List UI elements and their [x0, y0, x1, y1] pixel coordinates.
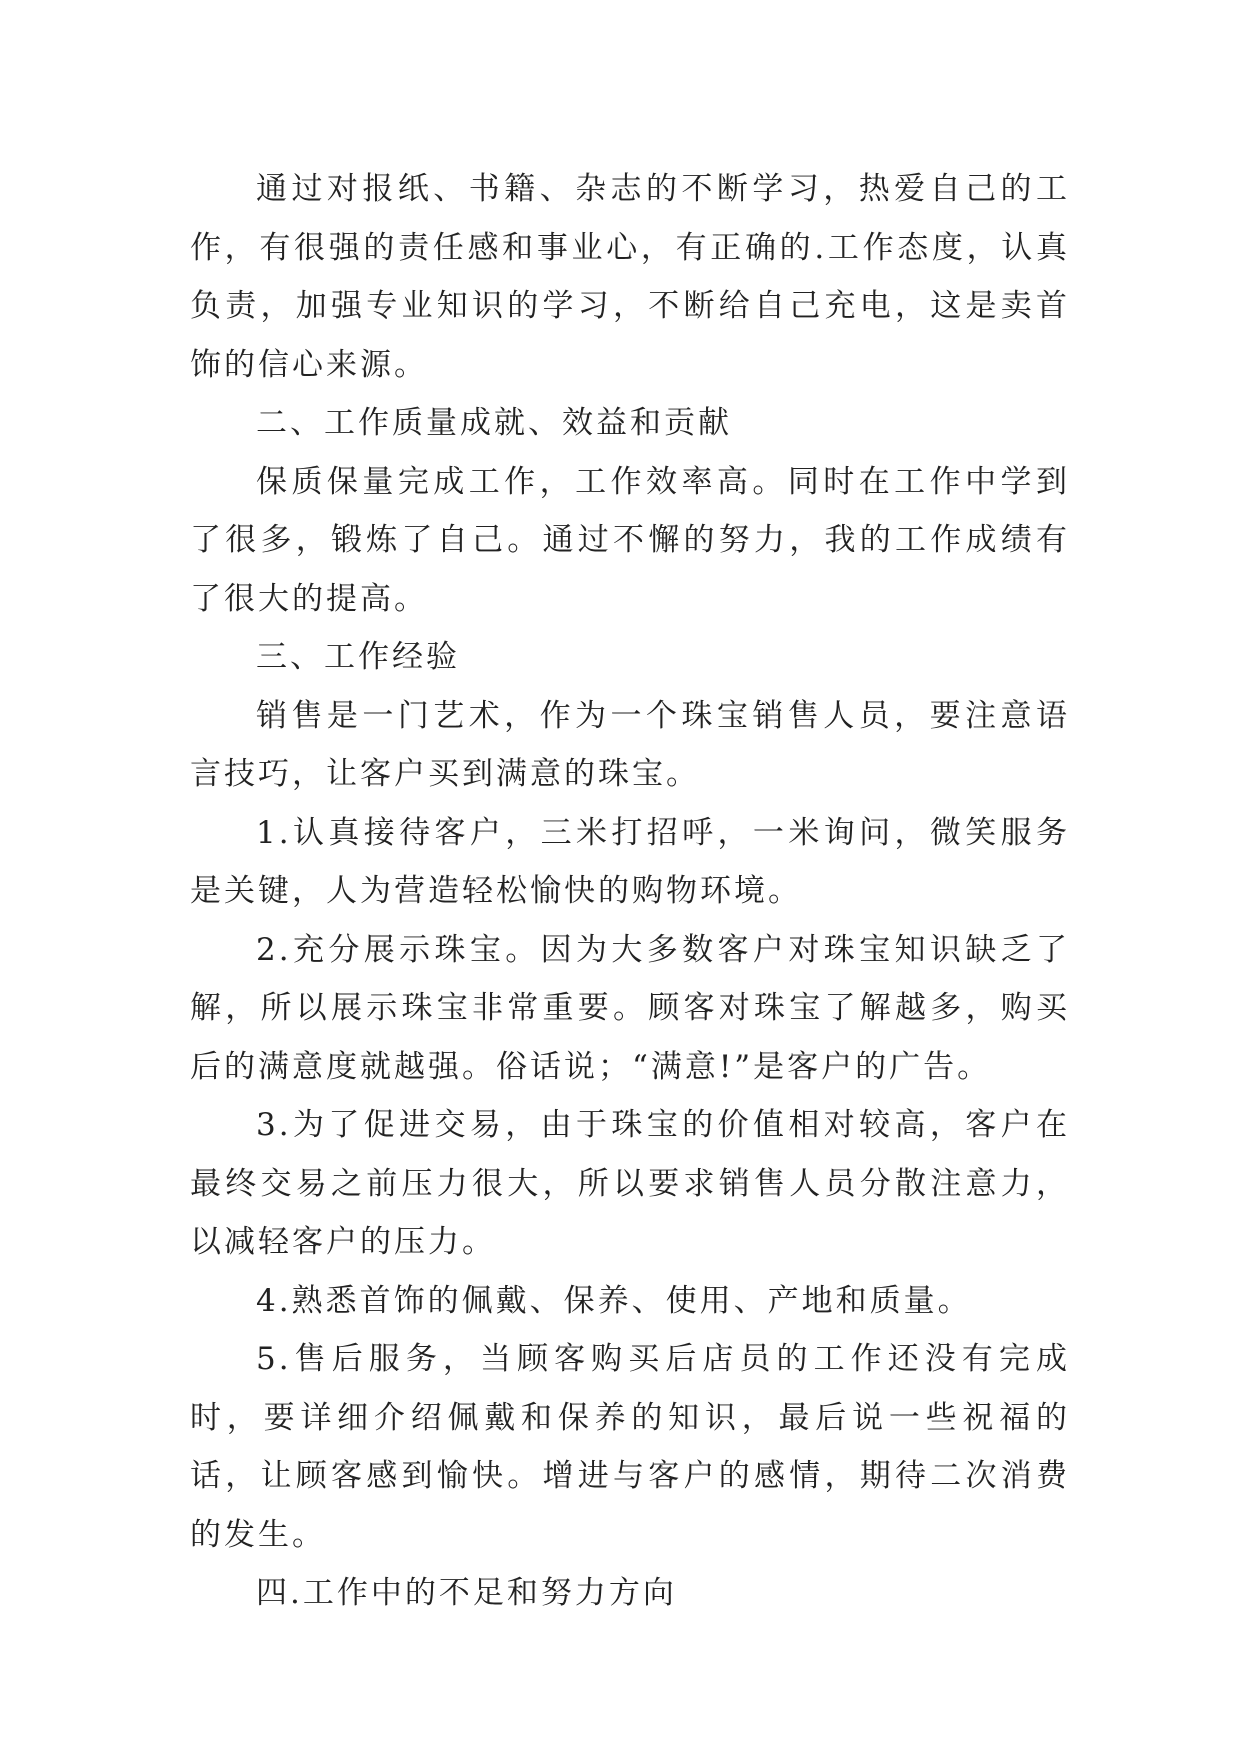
- paragraph-study: 通过对报纸、书籍、杂志的不断学习，热爱自己的工作，有很强的责任感和事业心，有正确的.工作态度，认真负责，加强专业知识的学习，不断给自己充电，这是卖首饰的信心来源。: [190, 171, 1070, 383]
- list-item-4: 4.熟悉首饰的佩戴、保养、使用、产地和质量。: [256, 1282, 972, 1319]
- document-body: [190, 160, 1070, 1623]
- list-item-1: 1.认真接待客户，三米打招呼，一米询问，微笑服务是关键，人为营造轻松愉快的购物环境。: [190, 814, 1070, 909]
- section-heading-experience: 三、工作经验: [256, 639, 460, 675]
- paragraph-sales-art: 销售是一门艺术，作为一个珠宝销售人员，要注意语言技巧，让客户买到满意的珠宝。: [190, 697, 1070, 792]
- list-item-2: 2.充分展示珠宝。因为大多数客户对珠宝知识缺乏了解，所以展示珠宝非常重要。顾客对珠宝了解越多，购买后的满意度就越强。俗话说；“满意!”是客户的广告。: [190, 931, 1070, 1085]
- section-heading-shortcomings: 四.工作中的不足和努力方向: [256, 1575, 677, 1611]
- list-item-5: 5.售后服务，当顾客购买后店员的工作还没有完成时，要详细介绍佩戴和保养的知识，最后说一些祝福的话，让顾客感到愉快。增进与客户的感情，期待二次消费的发生。: [190, 1341, 1070, 1553]
- paragraph-quality: 保质保量完成工作，工作效率高。同时在工作中学到了很多，锻炼了自己。通过不懈的努力，我的工作成绩有了很大的提高。: [190, 463, 1070, 617]
- section-heading-quality: 二、工作质量成就、效益和贡献: [256, 405, 732, 441]
- list-item-3: 3.为了促进交易，由于珠宝的价值相对较高，客户在最终交易之前压力很大，所以要求销售人员分散注意力，以减轻客户的压力。: [190, 1107, 1070, 1260]
